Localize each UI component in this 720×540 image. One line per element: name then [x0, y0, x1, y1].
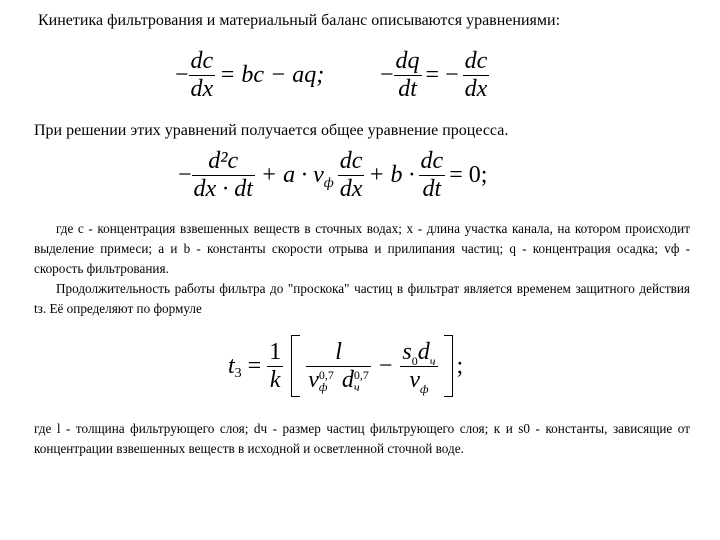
eq4-b2-den-sub: ф [420, 381, 429, 396]
left-bracket [291, 335, 300, 397]
eq4-b2-den: v [409, 366, 421, 393]
eq4-b2-s: s [402, 338, 412, 365]
eq4-k-num: 1 [269, 338, 282, 365]
eq4-b1-num: l [335, 338, 342, 365]
duration-paragraph: Продолжительность работы фильтра до "проскока" частиц в фильтрат является временем защитного действия tз. Её определяют по формуле [34, 281, 690, 316]
eq3-f1-num: d²c [208, 148, 239, 174]
eq4-b1-d: d [341, 366, 354, 393]
eq3-f2-num: dc [339, 148, 363, 174]
eq3-f1-den: dx · dt [193, 176, 253, 202]
equation-general: − $\frac{\text{d²c}}{dx \cdot dt}$ + a · v ф $\frac{dc}{dx}$ + b · $\frac{dc}{dt}$ = 0; [178, 148, 488, 202]
equation-balance: − $\frac{dq}{dt}$ = − $\frac{dc}{dx}$ [380, 48, 488, 102]
eq2-num: dq [395, 48, 420, 74]
eq4-lhs: t [228, 352, 235, 379]
eq2-den: dt [398, 76, 417, 102]
eq3-plus-av: + a · v [260, 162, 324, 188]
eq3-tail: = 0; [449, 162, 488, 188]
eq2-rhs-den: dx [464, 76, 488, 102]
eq4-b1-v: v [308, 366, 319, 393]
eq4-b2-s-sub: 0 [411, 353, 418, 368]
eq4-minus: − [378, 352, 393, 379]
eq2-rhs-num: dc [464, 48, 488, 74]
parameters-paragraph: где l - толщина фильтрующего слоя; dч - размер частиц фильтрующего слоя; к и s0 - константы, зависящие от концентрации взвешенных веществ в исходной и осветленной сточной воде. [34, 421, 690, 456]
eq4-k-den: k [269, 366, 281, 393]
eq4-b1-d-sup: 0,7 [353, 367, 369, 382]
eq3-f2-den: dx [339, 176, 363, 202]
eq2-mid: = − [425, 62, 459, 88]
eq4-tail: ; [456, 352, 464, 379]
definitions-paragraph: где c - концентрация взвешенных веществ в сточных водах; x - длина участка канала, на котором происходит выделение примеси; a и b - константы скорости отрыва и прилипания частиц; q - концентрация осадка; vф - скорость фильтрования. [34, 221, 690, 276]
equation-kinetics: − $\frac{dc}{dx}$ = bc − aq; [175, 48, 325, 102]
equation-protection-time [228, 335, 463, 397]
eq3-f3-num: dc [420, 148, 444, 174]
eq1-rhs: = bc − aq; [219, 62, 325, 88]
eq1-num: dc [190, 48, 214, 74]
intro-text: Кинетика фильтрования и материальный баланс описываются уравнениями: [38, 12, 561, 29]
eq4-b1-v-sub: ф [318, 379, 328, 394]
eq3-sub-f: ф [323, 175, 334, 191]
eq4-lhs-sub: 3 [234, 366, 242, 381]
eq1-den: dx [190, 76, 214, 102]
eq4-b1-v-sup: 0,7 [318, 367, 334, 382]
eq3-plus-b: + b · [368, 162, 415, 188]
eq3-f3-den: dt [422, 176, 442, 202]
eq4-b2-d: d [417, 338, 430, 365]
right-bracket [444, 335, 453, 397]
general-text: При решении этих уравнений получается общее уравнение процесса. [34, 122, 509, 139]
eq4-b1-d-sub: ч [353, 379, 360, 394]
eq4-b2-d-sub: ч [429, 353, 436, 368]
eq4-eq: = [247, 352, 262, 379]
